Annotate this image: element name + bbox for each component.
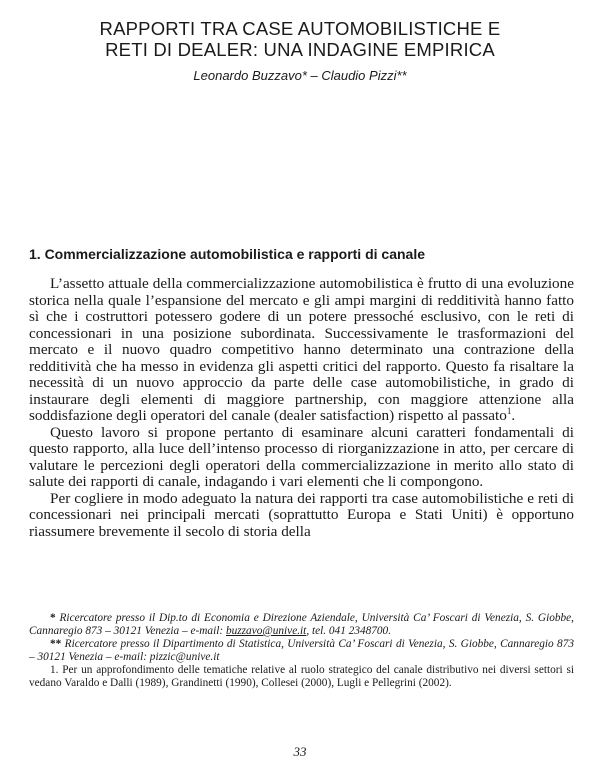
footnote-1: 1. Per un approfondimento delle tematiche relative al ruolo strategico del canale distributivo nei diversi settori si vedano Varaldo e Dalli (1989), Grandinetti (1990), Collesei (2000), Lugli e Pellegrini (2002). (29, 664, 574, 689)
section-heading: 1. Commercializzazione automobilistica e rapporti di canale (29, 246, 425, 262)
footnote-author-2-text: Ricercatore presso il Dipartimento di Statistica, Università Ca’ Foscari di Venezia, S. Giobbe, Cannaregio 873 – 30121 Venezia – e-mail: pizzic@unive.it (29, 638, 574, 663)
footnote-author-1-tel: , tel. 041 2348700. (306, 625, 392, 637)
footnote-author-1-text: Ricercatore presso il Dip.to di Economia e Direzione Aziendale, Università Ca’ Foscari di Venezia, S. Giobbe, Cannaregio 873 – 30121 Venezia – e-mail: (29, 612, 575, 637)
paragraph-1 (29, 276, 574, 425)
footnote-mark-2: ** (50, 638, 62, 650)
footnote-author-2 (29, 638, 574, 664)
body-text (29, 276, 574, 540)
authors: Leonardo Buzzavo* – Claudio Pizzi** (193, 68, 407, 83)
title-line-2: RETI DI DEALER: UNA INDAGINE EMPIRICA (105, 39, 495, 60)
footnote-mark-1: * (50, 612, 56, 624)
page-number: 33 (293, 744, 307, 759)
paragraph-1-text: L’assetto attuale della commercializzazione automobilistica è frutto di una evoluzione storica nella quale l’espansione del mercato e gli ampi margini di redditività hanno fatto sì che i costruttori potessero godere di un potere pressoché esclusivo, con le reti di concessionari in una posizione subordinata. Successivamente le trasformazioni del mercato e il nuovo quadro competitivo hanno determinato una contrazione della redditività che ha messo in evidenza gli aspetti critici del rapporto. Questo fa risaltare la necessità di un nuovo approccio da parte delle case automobilistiche, in grado di instaurare degli elementi di maggiore partnership, con maggiore attenzione alla soddisfazione degli operatori del canale (dealer satisfaction) rispetto al passato (29, 275, 574, 424)
paragraph-1-end: . (511, 407, 516, 424)
title-line-1: RAPPORTI TRA CASE AUTOMOBILISTICHE E (99, 18, 501, 39)
paper-title (0, 18, 600, 60)
footnote-author-1 (29, 612, 574, 638)
email-link-1[interactable]: buzzavo@unive.it (225, 625, 307, 637)
paragraph-2: Questo lavoro si propone pertanto di esaminare alcuni caratteri fondamentali di questo rapporto, alla luce dell’intenso processo di riorganizzazione in atto, per cercare di valutare le percezioni degli operatori della commercializzazione in merito allo stato di salute dei rapporti di canale, indagando i vari elementi che li compongono. (29, 423, 574, 490)
paragraph-3: Per cogliere in modo adeguato la natura dei rapporti tra case automobilistiche e reti di concessionari nei principali mercati (soprattutto Europa e Stati Uniti) è opportuno riassumere brevemente il secolo di storia della (29, 489, 574, 540)
footnotes (29, 612, 574, 690)
footnote-ref-1[interactable]: 1 (506, 405, 512, 416)
